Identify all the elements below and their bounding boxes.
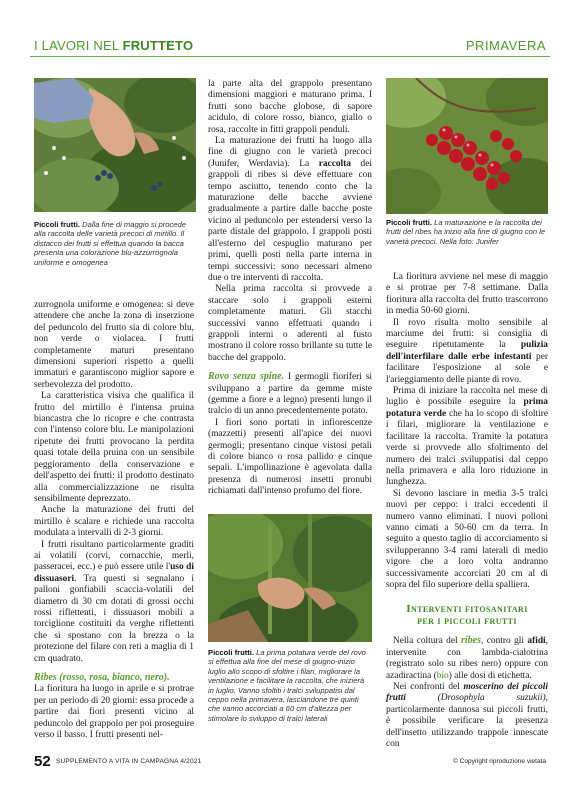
paragraph: Prima di iniziare la raccolta nel mese di luglio è possibile eseguire la prima potatura verde che ha lo scopo di sfoltire i filari, migliorare la ventilazione e facilitare la raccolta. Tramite la potatura verde si provvede allo sfoltimento del numero dei tralci sviluppatisi dal ceppo nella primavera e alla loro riduzione in lunghezza. (386, 386, 549, 488)
column-right (386, 272, 548, 750)
paragraph: La fioritura avviene nel mese di maggio e si protrae per 7-8 settimane. Dalla fioritura alla raccolta del frutto trascorrono in media 50-60 giorni. (386, 272, 548, 317)
paragraph: Anche la maturazione dei frutti del mirtillo è scalare e richiede una raccolta modulata a intervalli di 2-3 giorni. (34, 505, 194, 539)
photo-red-currants (386, 78, 548, 214)
photo-blueberry-harvest (34, 78, 196, 212)
caption-blueberry: Piccoli frutti. Dalla fine di maggio si procede alla raccolta delle varietà precoci di mirtillo. Il distacco dei frutti si effettua quando la bacca presenta una colorazione blu-azzurrognola uniforme e omogenea (34, 220, 186, 267)
season-label: PRIMAVERA (465, 38, 546, 53)
section-title: I LAVORI NEL FRUTTETO (34, 38, 194, 53)
paragraph: I frutti risultano particolarmente graditi ai volatili (corvi, cornacchie, merli, passeracei, ecc.) e può essere utile l'uso di dissuasori. Tra questi si segnalano i palloni gonfiabili scaccia-volatili del diametro di 30 cm dotati di grossi occhi rossi riflettenti, i dissuasori mobili a torciglione costituiti da verghe riflettenti che si spostano con la brezza o la protezione del filare con reti a maglia di 1 cm quadrato. (34, 539, 194, 664)
photo-bramble-pruning (208, 514, 372, 642)
section-heading-line2: per i piccoli frutti (417, 615, 517, 628)
column-left (34, 300, 194, 741)
running-header (34, 38, 546, 56)
paragraph: la parte alta del grappolo presentano dimensioni maggiori e maturano prima. I frutti sono bacche globose, di sapore acidulo, di colore rosso, bianco, giallo o rosa, raccolte in fitti grappoli penduli. (208, 79, 372, 135)
bramble-pruning-image (208, 514, 372, 642)
bio-label: bio (436, 670, 449, 681)
publication-name: SUPPLEMENTO A VITA IN CAMPAGNA 4/2021 (56, 758, 202, 765)
subheading-ribes: Ribes (rosso, rosa, bianco, nero). (34, 672, 170, 683)
paragraph: I fiori sono portati in infiorescenze (mazzetti) presenti all'apice dei nuovi germogli; presentano cinque vistosi petali di colore bianco o rosa pallido e cinque sepali. L'impollinazione è agevolata dalla presenza di numerosi insetti pronubi richiamati dall'intenso profumo del fiore. (208, 417, 372, 497)
section-heading-fitosanitari (386, 603, 548, 627)
paragraph: La maturazione dei frutti ha luogo alla fine di giugno con le varietà precoci (Junifer, Werdavia). La raccolta dei grappoli di ribes si deve effettuare con tempo asciutto, tenendo conto che la maturazione delle bacche avviene gradualmente a partire dalle bacche poste vicino al peduncolo per estendersi verso la parte distale del grappolo. I grappoli posti all'esterno del cespuglio maturano per primi, quelli posti nella parte interna in tempi successivi: sono necessari almeno due o tre interventi di raccolta. (208, 136, 372, 283)
paragraph: Il rovo risulta molto sensibile al marciume dei frutti: si consiglia di eseguire ripetutamente la pulizia dell'interfilare dalle erbe infestanti per facilitare l'esposizione al sole e l'arieggiamento delle piante di rovo. (386, 317, 548, 385)
caption-bramble: Piccoli frutti. La prima potatura verde del rovo si effettua alla fine del mese di giugno-inizio luglio allo scopo di sfoltire i filari, migliorare la ventilazione e facilitare la raccolta, che inizierà in luglio. Vanno sfoltiti i tralci sviluppatisi dal ceppo nella primavera, lasciandone tre quinti che vanno accorciati a 60 cm d'altezza per stimolare lo sviluppo di tralci laterali (208, 648, 366, 723)
paragraph: zurrognola uniforme e omogenea: si deve attendere che anche la zona di inserzione del peduncolo del frutto sia di colore blu, non verde o violacea. I frutti completamente maturi presentano dimensioni superiori rispetto a quelli immaturi e garantiscono miglior sapore e serbevolezza del prodotto. (34, 300, 194, 390)
blueberry-harvest-image (34, 78, 196, 212)
paragraph: Si devono lasciare in media 3-5 tralci nuovi per ceppo: i tralci eccedenti il numero vanno eliminati. I nuovi polloni vanno cimati a 50-60 cm da terra. In seguito a questo taglio di accorciamento si svilupperanno 3-4 rami laterali di medio vigore che a loro volta andranno successivamente accorciati 20 cm al di sopra del filo superiore della spalliera. (386, 488, 548, 590)
page-footer (34, 753, 546, 770)
paragraph-rovo: Rovo senza spine. I germogli fioriferi si sviluppano a partire da gemme miste (gemme a fiore e a legno) presenti lungo il tralcio di un anno precedentemente potato. (208, 371, 372, 417)
header-rule (30, 56, 550, 57)
section-title-bold: FRUTTETO (122, 38, 194, 53)
section-heading-line1: Interventi fitosanitari (406, 603, 528, 616)
red-currants-image (386, 78, 548, 214)
paragraph: La fioritura ha luogo in aprile e si protrae per un periodo di 20 giorni: essa procede a partire dai fiori presenti vicino al peduncolo del grappolo per poi proseguire verso il basso. I frutti presenti nel- (34, 684, 194, 741)
paragraph: Nei confronti del moscerino dei piccoli frutti (Drosophyla suzukii), particolarmente dannosa sui piccoli frutti, è possibile verificare la presenza dell'insetto utilizzando trappole innescate con (386, 682, 548, 750)
column-middle (208, 79, 372, 498)
caption-red-currants: Piccoli frutti. La maturazione e la raccolta dei frutti del ribes ha inizio alla fine di giugno con le varietà precoci. Nella foto: Junifer (386, 218, 546, 246)
page-number: 52 (34, 753, 51, 770)
copyright-notice: © Copyright riproduzione vietata (453, 758, 546, 765)
paragraph: La caratteristica visiva che qualifica il frutto del mirtillo è l'intensa pruina biancastra che lo ricopre e che contrasta con l'intenso colore blu. Le manipolazioni ripetute dei frutti provocano la perdita quasi totale della pruina con un sensibile peggioramento della conservazione e dell'aspetto dei frutti: il prodotto destinato alla commercializzazione ne risulta sensibilmente deprezzato. (34, 391, 194, 504)
paragraph: Nella coltura del ribes, contro gli afidi, intervenite con lambda-cialotrina (registrato solo su ribes nero) oppure con azadiractina (bio) alle dosi di etichetta. (386, 635, 548, 681)
paragraph: Nella prima raccolta si provvede a staccare solo i grappoli esterni completamente maturi. Gli stacchi successivi vanno effettuati quando i grappoli interni o aderenti al fusto mostrano il colore rosso brillante su tutte le bacche del grappolo. (208, 284, 372, 363)
